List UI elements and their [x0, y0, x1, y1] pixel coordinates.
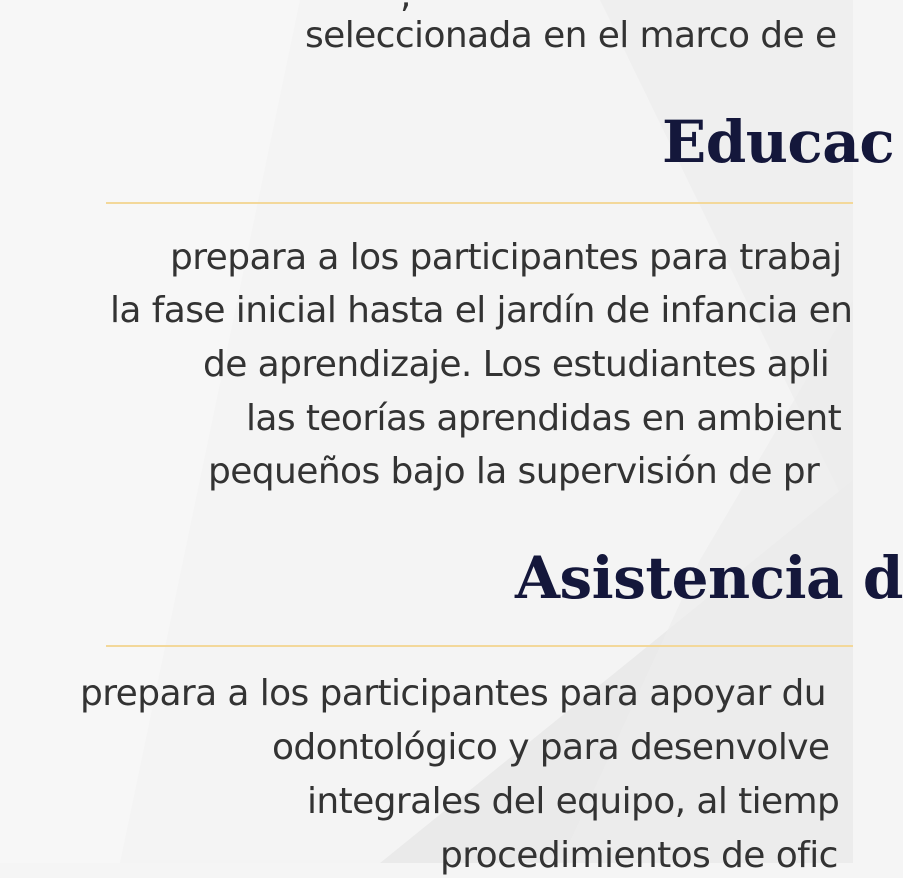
section-heading-assistance: Asistencia d [515, 544, 903, 612]
assistance-line-2: odontológico y para desenvolve [272, 727, 830, 768]
education-line-2: la fase inicial hasta el jardín de infancia en [110, 290, 853, 331]
education-line-1: prepara a los participantes para trabaj [170, 237, 842, 278]
divider-assistance [106, 645, 853, 647]
assistance-line-4: procedimientos de ofic [440, 835, 838, 876]
divider-education [106, 202, 853, 204]
assistance-line-1: prepara a los participantes para apoyar du [80, 673, 827, 714]
section-heading-education: Educac [662, 108, 895, 176]
intro-line: seleccionada en el marco de e [305, 15, 837, 56]
assistance-line-3: integrales del equipo, al tiemp [307, 781, 840, 822]
education-line-5: pequeños bajo la supervisión de pr [208, 451, 820, 492]
education-line-3: de aprendizaje. Los estudiantes apli [203, 344, 830, 385]
education-line-4: las teorías aprendidas en ambient [246, 398, 842, 439]
